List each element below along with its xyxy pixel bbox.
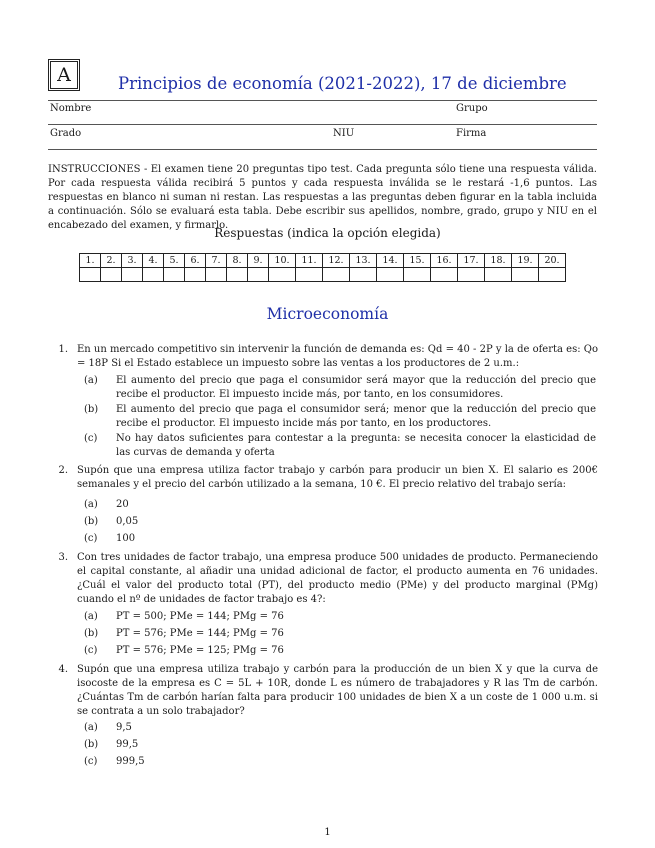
answer-col-header: 14. — [377, 254, 404, 268]
option-label: (c) — [84, 756, 98, 767]
answer-col-header: 11. — [296, 254, 323, 268]
option-label: (c) — [84, 533, 98, 544]
answers-header-row — [80, 254, 566, 268]
answer-cell[interactable] — [323, 268, 350, 282]
option-text: 100 — [116, 533, 136, 544]
field-nombre: Nombre — [50, 103, 92, 114]
option-text: 0,05 — [116, 516, 139, 527]
question-1 — [50, 343, 599, 371]
answer-col-header: 18. — [485, 254, 512, 268]
answer-col-header: 2. — [101, 254, 122, 268]
answer-cell[interactable] — [122, 268, 143, 282]
answer-cell[interactable] — [377, 268, 404, 282]
answer-cell[interactable] — [227, 268, 248, 282]
answer-cell[interactable] — [485, 268, 512, 282]
option-label: (c) — [84, 645, 98, 656]
answer-cell[interactable] — [185, 268, 206, 282]
section-title: Microeconomía — [266, 305, 389, 323]
exam-title: Principios de economía (2021-2022), 17 de diciembre — [118, 74, 567, 93]
answer-col-header: 8. — [227, 254, 248, 268]
answer-col-header: 6. — [185, 254, 206, 268]
answer-cell[interactable] — [431, 268, 458, 282]
option-text: El aumento del precio que paga el consumidor será mayor que la reducción del precio que recibe el productor. El impuesto incide más, por tanto, en los consumidores. — [116, 375, 596, 400]
option-text: PT = 576; PMe = 125; PMg = 76 — [116, 645, 284, 656]
field-firma: Firma — [456, 128, 487, 139]
answer-cell[interactable] — [404, 268, 431, 282]
question-4 — [50, 663, 599, 719]
question-2 — [50, 464, 599, 492]
answer-col-header: 13. — [350, 254, 377, 268]
option-label: (b) — [84, 739, 99, 750]
option-label: (c) — [84, 433, 98, 444]
question-number: 2. — [58, 465, 68, 476]
answer-col-header: 1. — [80, 254, 101, 268]
option-text: No hay datos suficientes para contestar a la pregunta: se necesita conocer la elasticidad de las curvas de demanda y oferta — [116, 433, 596, 458]
answer-col-header: 19. — [512, 254, 539, 268]
answer-cell[interactable] — [143, 268, 164, 282]
question-text: Supón que una empresa utiliza trabajo y carbón para la producción de un bien X y que la curva de isocoste de la empresa es C = 5L + 10R, donde L es número de trabajadores y R las Tm de carbón. ¿Cuántas Tm de carbón harían falta para producir 100 unidades de bien X a un coste de 1 000 u.m. si se contrata a un solo trabajador? — [77, 664, 598, 717]
answer-col-header: 12. — [323, 254, 350, 268]
answer-col-header: 3. — [122, 254, 143, 268]
question-text: En un mercado competitivo sin intervenir la función de demanda es: Qd = 40 - 2P y la de oferta es: Qo = 18P Si el Estado establece un impuesto sobre las ventas a los productores de 2 u.m.: — [77, 344, 598, 369]
answers-input-row — [80, 268, 566, 282]
header-divider — [48, 100, 597, 101]
option-text: 9,5 — [116, 722, 132, 733]
answer-cell[interactable] — [539, 268, 566, 282]
answer-cell[interactable] — [248, 268, 269, 282]
answer-cell[interactable] — [350, 268, 377, 282]
answer-cell[interactable] — [101, 268, 122, 282]
option-text: 99,5 — [116, 739, 139, 750]
answer-cell[interactable] — [458, 268, 485, 282]
answer-cell[interactable] — [80, 268, 101, 282]
answers-title: Respuestas (indica la opción elegida) — [214, 226, 441, 240]
page-number: 1 — [324, 827, 331, 838]
option-text: 999,5 — [116, 756, 145, 767]
answer-col-header: 5. — [164, 254, 185, 268]
answer-cell[interactable] — [512, 268, 539, 282]
answers-table — [79, 253, 566, 282]
answer-cell[interactable] — [269, 268, 296, 282]
question-number: 3. — [58, 552, 68, 563]
answer-cell[interactable] — [206, 268, 227, 282]
question-number: 4. — [58, 664, 68, 675]
option-text: El aumento del precio que paga el consumidor será; menor que la reducción del precio que recibe el productor. El impuesto incide más por tanto, en los productores. — [116, 404, 596, 429]
answer-col-header: 15. — [404, 254, 431, 268]
field-grupo: Grupo — [456, 103, 488, 114]
answer-col-header: 17. — [458, 254, 485, 268]
answer-col-header: 7. — [206, 254, 227, 268]
option-text: PT = 576; PMe = 144; PMg = 76 — [116, 628, 284, 639]
option-text: 20 — [116, 499, 129, 510]
option-text: PT = 500; PMe = 144; PMg = 76 — [116, 611, 284, 622]
option-label: (a) — [84, 375, 98, 386]
option-label: (a) — [84, 722, 98, 733]
question-3 — [50, 551, 599, 607]
option-label: (a) — [84, 611, 98, 622]
option-label: (b) — [84, 516, 99, 527]
answer-col-header: 16. — [431, 254, 458, 268]
answer-col-header: 10. — [269, 254, 296, 268]
option-label: (a) — [84, 499, 98, 510]
field-niu: NIU — [333, 128, 355, 139]
answer-col-header: 4. — [143, 254, 164, 268]
field-divider — [48, 124, 597, 125]
question-number: 1. — [58, 344, 68, 355]
option-label: (b) — [84, 628, 99, 639]
answer-col-header: 9. — [248, 254, 269, 268]
field-grado: Grado — [50, 128, 82, 139]
answer-cell[interactable] — [296, 268, 323, 282]
field-divider — [48, 149, 597, 150]
answer-col-header: 20. — [539, 254, 566, 268]
instructions: INSTRUCCIONES - El examen tiene 20 preguntas tipo test. Cada pregunta sólo tiene una respuesta válida. Por cada respuesta válida recibirá 5 puntos y cada respuesta inválida se le restará -1,6 puntos. Las respuestas en blanco ni suman ni restan. Las respuestas a las preguntas deben figurar en la tabla incluida a continuación. Sólo se evaluará esta tabla. Debe escribir sus apellidos, nombre, grado, grupo y NIU en el encabezado del examen, y firmarlo. — [48, 164, 597, 231]
version-letter: A — [50, 61, 78, 89]
option-label: (b) — [84, 404, 99, 415]
question-text: Con tres unidades de factor trabajo, una empresa produce 500 unidades de producto. Permaneciendo el capital constante, al añadir una unidad adicional de factor, el producto aumenta en 76 unidades. ¿Cuál el valor del producto total (PT), del producto medio (PMe) y del producto marginal (PMg) cuando el nº de unidades de factor trabajo es 4?: — [77, 552, 598, 605]
answer-cell[interactable] — [164, 268, 185, 282]
question-text: Supón que una empresa utiliza factor trabajo y carbón para producir un bien X. El salario es 200€ semanales y el precio del carbón utilizado a la semana, 10 €. El precio relativo del trabajo sería: — [77, 465, 598, 490]
version-box — [48, 59, 80, 91]
